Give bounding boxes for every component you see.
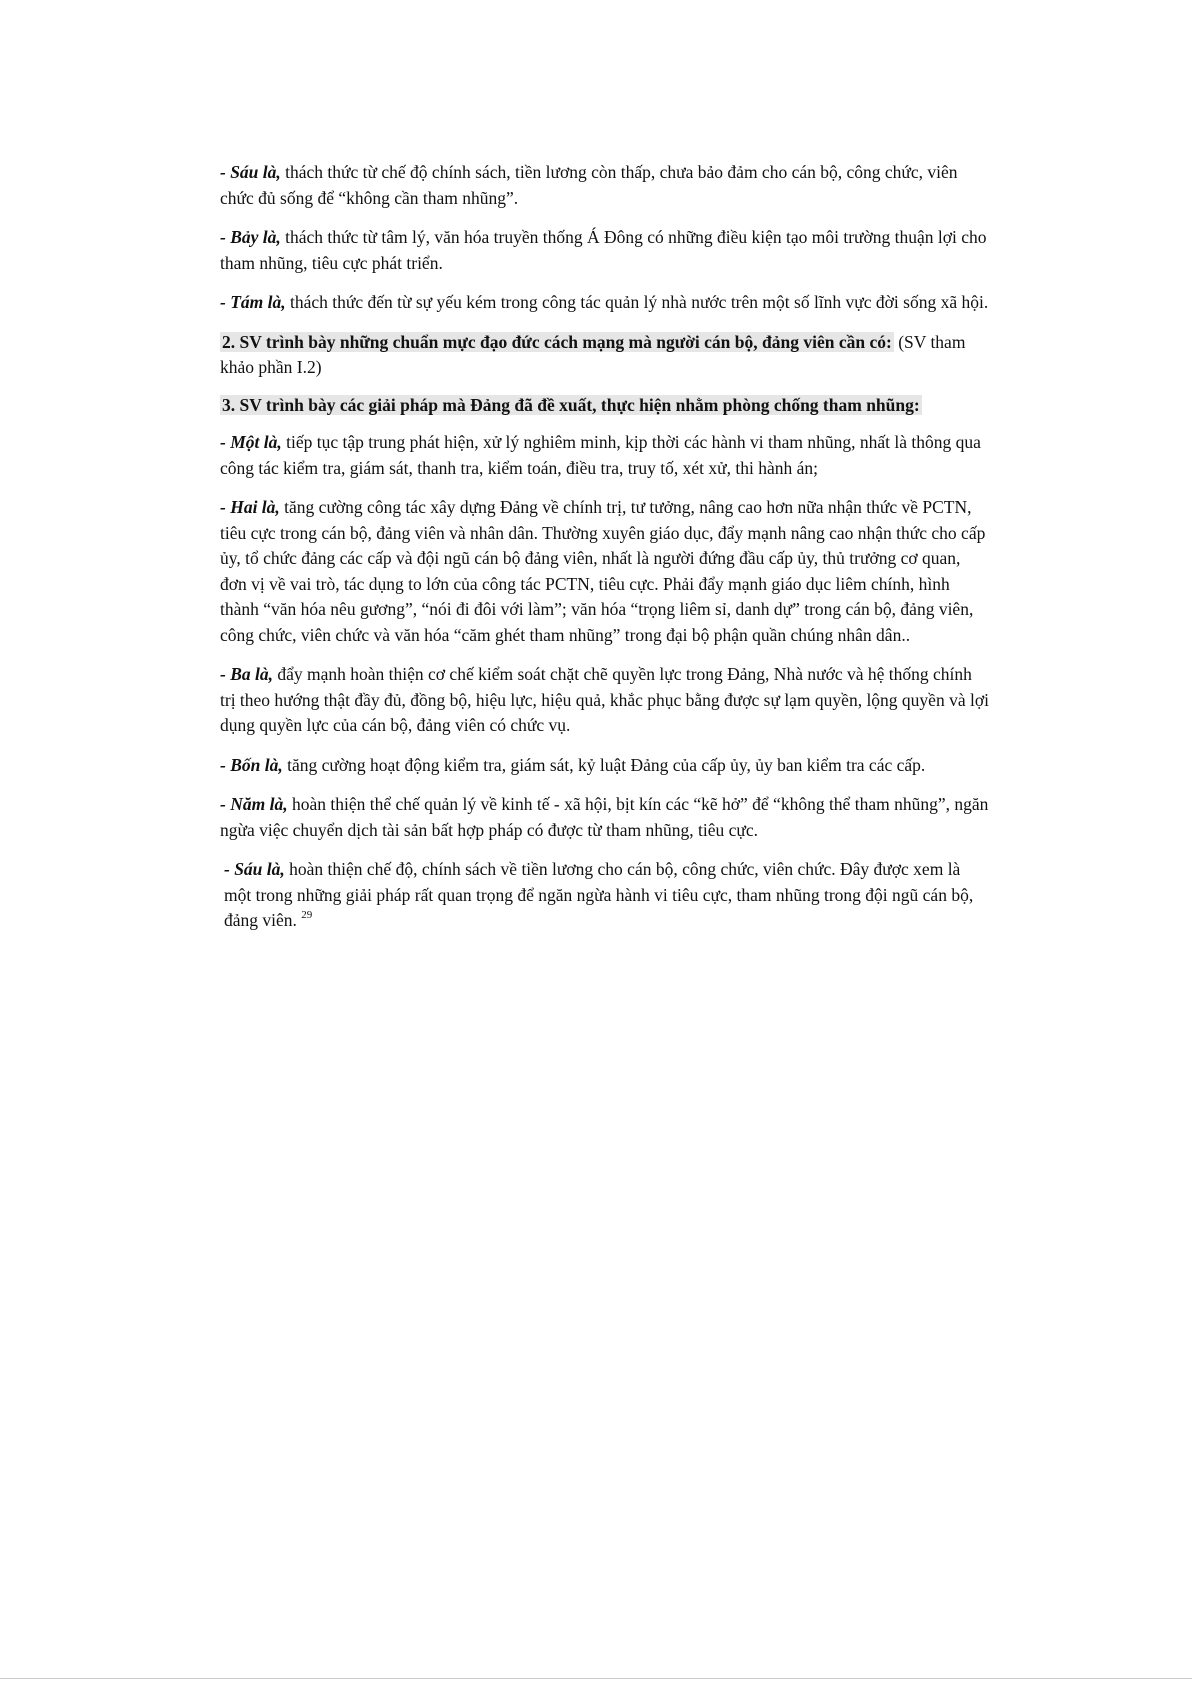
solution-4	[220, 753, 990, 779]
challenge-8-text: thách thức đến từ sự yếu kém trong công tác quản lý nhà nước trên một số lĩnh vực đời sống xã hội.	[285, 292, 989, 312]
challenge-8-lead: - Tám là,	[220, 292, 286, 312]
footnote-ref: 29	[301, 909, 313, 921]
challenge-6-lead: - Sáu là,	[220, 162, 281, 182]
document-page	[220, 160, 990, 948]
solution-4-text: tăng cường hoạt động kiểm tra, giám sát, kỷ luật Đảng của cấp ủy, ủy ban kiểm tra các cấp.	[282, 754, 926, 775]
solution-5-text: hoàn thiện thể chế quản lý về kinh tế - xã hội, bịt kín các “kẽ hở” để “không thể tham nhũng”, ngăn ngừa việc chuyển dịch tài sản bất hợp pháp có được từ tham nhũng, tiêu cực.	[220, 794, 989, 840]
solution-1-text: tiếp tục tập trung phát hiện, xử lý nghiêm minh, kịp thời các hành vi tham nhũng, nhất là thông qua công tác kiểm tra, giám sát, thanh tra, kiểm toán, điều tra, truy tố, xét xử, thi hành án;	[220, 432, 981, 478]
challenge-8	[220, 290, 990, 316]
page-bottom-rule	[0, 1678, 1192, 1679]
challenge-6-text: thách thức từ chế độ chính sách, tiền lương còn thấp, chưa bảo đảm cho cán bộ, công chức, viên chức đủ sống để “không cần tham nhũng”.	[220, 162, 958, 208]
solution-3-lead: - Ba là,	[220, 664, 273, 684]
solution-4-lead: - Bốn là,	[220, 754, 283, 775]
solution-6	[220, 857, 990, 934]
solution-1	[220, 430, 990, 481]
challenge-6	[220, 160, 990, 211]
solution-5-lead: - Năm là,	[220, 794, 288, 814]
solution-6-text: hoàn thiện chế độ, chính sách về tiền lương cho cán bộ, công chức, viên chức. Đây được xem là một trong những giải pháp rất quan trọng để ngăn ngừa hành vi tiêu cực, tham nhũng trong đội ngũ cán bộ, đảng viên.	[224, 859, 974, 930]
challenge-7	[220, 225, 990, 276]
solution-3-text: đẩy mạnh hoàn thiện cơ chế kiểm soát chặt chẽ quyền lực trong Đảng, Nhà nước và hệ thống chính trị theo hướng thật đầy đủ, đồng bộ, hiệu lực, hiệu quả, khắc phục bằng được sự lạm quyền, lộng quyền và lợi dụng quyền lực của cán bộ, đảng viên có chức vụ.	[220, 664, 989, 735]
section-heading-3-bold: 3. SV trình bày các giải pháp mà Đảng đã đề xuất, thực hiện nhằm phòng chống tham nhũng:	[222, 394, 920, 415]
solution-6-lead: - Sáu là,	[224, 859, 285, 879]
solution-2	[220, 495, 990, 648]
section-heading-2-note: (SV tham khảo phần I.2)	[220, 331, 966, 377]
section-heading-3	[220, 393, 990, 419]
section-heading-2	[220, 330, 990, 381]
challenge-7-text: thách thức từ tâm lý, văn hóa truyền thống Á Đông có những điều kiện tạo môi trường thuận lợi cho tham nhũng, tiêu cực phát triển.	[220, 227, 987, 273]
challenge-7-lead: - Bảy là,	[220, 227, 281, 247]
solution-5	[220, 792, 990, 843]
solution-2-lead: - Hai là,	[220, 497, 280, 517]
solution-2-text: tăng cường công tác xây dựng Đảng về chính trị, tư tưởng, nâng cao hơn nữa nhận thức về PCTN, tiêu cực trong cán bộ, đảng viên và nhân dân. Thường xuyên giáo dục, đẩy mạnh nâng cao nhận thức cho cấp ủy, tổ chức đảng các cấp và đội ngũ cán bộ đảng viên, nhất là người đứng đầu cấp ủy, thủ trưởng cơ quan, đơn vị về vai trò, tác dụng to lớn của công tác PCTN, tiêu cực. Phải đẩy mạnh giáo dục liêm chính, hình thành “văn hóa nêu gương”, “nói đi đôi với làm”; văn hóa “trọng liêm sỉ, danh dự” trong cán bộ, đảng viên, công chức, viên chức và văn hóa “căm ghét tham nhũng” trong đại bộ phận quần chúng nhân dân..	[220, 497, 986, 645]
solution-3	[220, 662, 990, 739]
section-heading-2-bold: 2. SV trình bày những chuẩn mực đạo đức cách mạng mà người cán bộ, đảng viên cần có:	[222, 331, 892, 352]
solution-1-lead: - Một là,	[220, 432, 282, 452]
